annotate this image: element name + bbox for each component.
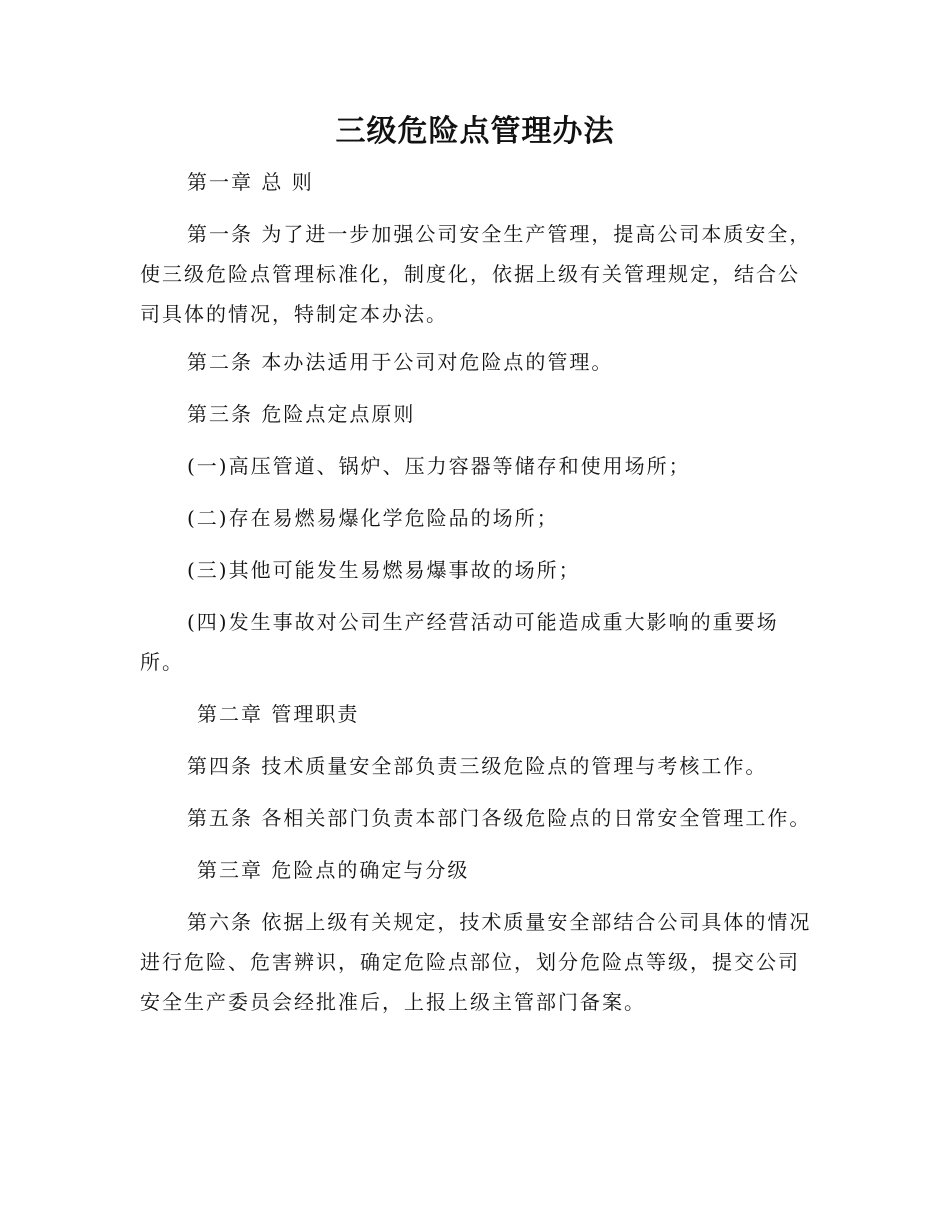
text-line: 第四条 技术质量安全部负责三级危险点的管理与考核工作。 <box>187 754 768 778</box>
text-line: 第五条 各相关部门负责本部门各级危险点的日常安全管理工作。 <box>187 806 812 830</box>
article-5 <box>140 800 810 836</box>
chapter-heading-1 <box>140 164 810 200</box>
text-line: 第一条 为了进一步加强公司安全生产管理，提高公司本质安全， <box>187 222 812 246</box>
text-line: 司具体的情况，特制定本办法。 <box>140 302 448 326</box>
text-line: 第三条 危险点定点原则 <box>187 402 416 426</box>
list-item-2 <box>140 500 810 536</box>
chapter-heading-2 <box>140 696 810 732</box>
text-line: 第三章 危险点的确定与分级 <box>197 858 470 882</box>
text-line: 安全生产委员会经批准后，上报上级主管部门备案。 <box>140 990 646 1014</box>
chapter-heading-3 <box>140 852 810 888</box>
text-line: (二)存在易燃易爆化学危险品的场所； <box>187 506 559 530</box>
list-item-1 <box>140 448 810 484</box>
article-3 <box>140 396 810 432</box>
text-line: (一)高压管道、锅炉、压力容器等储存和使用场所； <box>187 454 691 478</box>
list-item-3 <box>140 552 810 588</box>
text-line: (三)其他可能发生易燃易爆事故的场所； <box>187 558 581 582</box>
list-item-4 <box>140 604 810 680</box>
text-line: 第六条 依据上级有关规定，技术质量安全部结合公司具体的情况 <box>187 910 812 934</box>
article-4 <box>140 748 810 784</box>
article-6 <box>140 904 810 1020</box>
text-line: 所。 <box>140 650 184 674</box>
article-2 <box>140 344 810 380</box>
text-line: 第一章 总 则 <box>187 170 314 194</box>
text-line: (四)发生事故对公司生产经营活动可能造成重大影响的重要场 <box>187 610 779 634</box>
text-line: 使三级危险点管理标准化，制度化，依据上级有关管理规定，结合公 <box>140 262 800 286</box>
document-title: 三级危险点管理办法 <box>335 114 615 149</box>
article-1 <box>140 216 810 332</box>
text-line: 第二章 管理职责 <box>197 702 360 726</box>
text-line: 进行危险、危害辨识，确定危险点部位，划分危险点等级，提交公司 <box>140 950 800 974</box>
text-line: 第二条 本办法适用于公司对危险点的管理。 <box>187 350 614 374</box>
